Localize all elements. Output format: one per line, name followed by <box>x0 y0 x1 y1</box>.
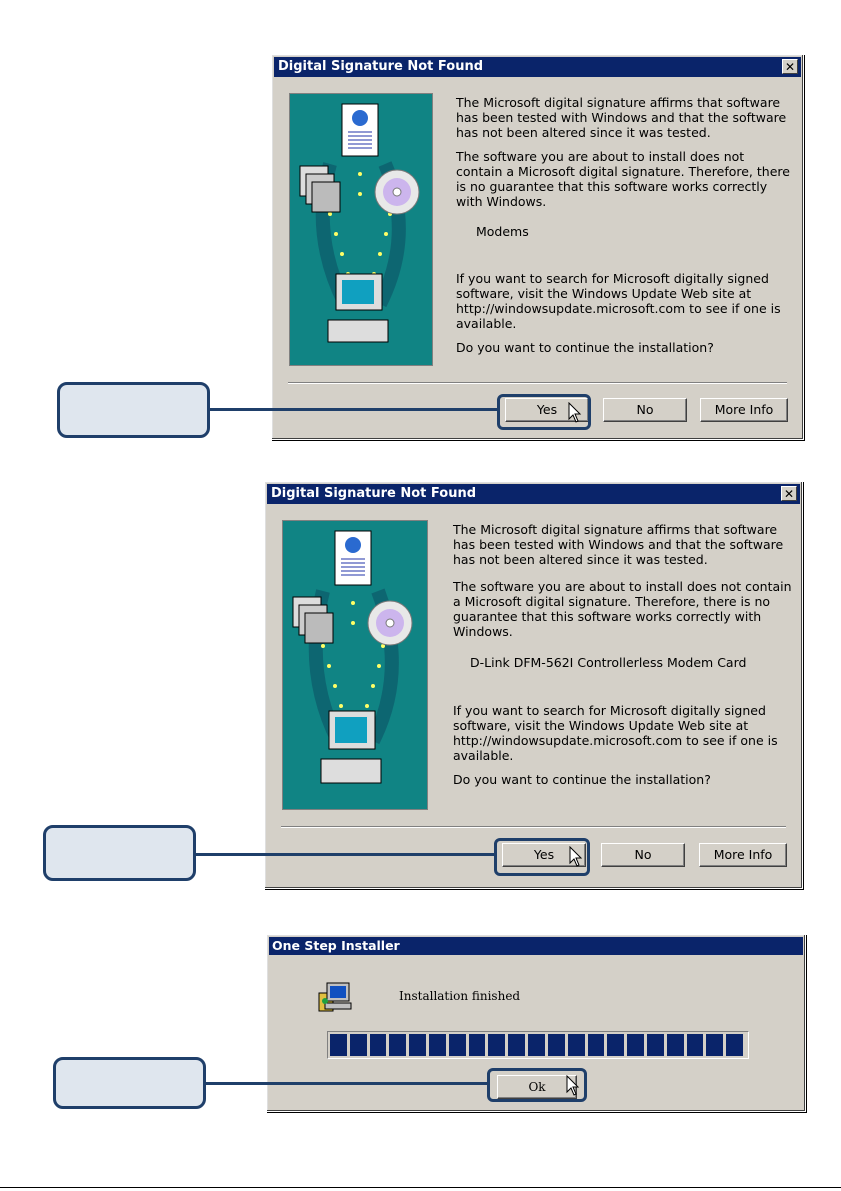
device-name: Modems <box>476 224 529 239</box>
progress-block <box>528 1034 545 1056</box>
dialog-message <box>456 95 794 355</box>
no-button[interactable]: No <box>603 398 687 422</box>
installer-title: One Step Installer <box>272 938 400 953</box>
progress-block <box>449 1034 466 1056</box>
yes-button[interactable]: Yes <box>502 843 586 867</box>
setup-computer-icon <box>317 979 353 1013</box>
message-para-1: The Microsoft digital signature affirms that software has been tested with Windows and that the software has not been altered since it was tested. <box>453 522 784 567</box>
progress-block <box>667 1034 684 1056</box>
callout-box <box>53 1057 206 1109</box>
status-text: Installation finished <box>399 989 521 1003</box>
installer-graphic-icon <box>282 520 428 810</box>
dialog-title: Digital Signature Not Found <box>271 486 477 501</box>
progress-block <box>627 1034 644 1056</box>
message-para-1: The Microsoft digital signature affirms that software has been tested with Windows and that the software has not been altered since it was tested. <box>456 95 787 140</box>
progress-block <box>647 1034 664 1056</box>
progress-block <box>350 1034 367 1056</box>
ok-button[interactable]: Ok <box>497 1075 577 1099</box>
installer-graphic-svg <box>283 521 428 810</box>
close-button[interactable]: ✕ <box>781 486 797 501</box>
progress-block <box>726 1034 743 1056</box>
progress-block <box>389 1034 406 1056</box>
progress-block <box>706 1034 723 1056</box>
signature-dialog-1 <box>271 54 804 440</box>
more-info-button[interactable]: More Info <box>699 843 787 867</box>
dialog-titlebar <box>274 57 801 77</box>
mouse-cursor-icon <box>568 402 584 424</box>
message-para-2: The software you are about to install does not contain a Microsoft digital signature. Therefore, there is no guarantee that this software works correctly with Windows. <box>453 579 792 639</box>
progress-block <box>687 1034 704 1056</box>
callout-connector <box>194 853 496 856</box>
installer-titlebar <box>269 937 803 955</box>
close-button[interactable]: ✕ <box>782 59 798 74</box>
device-name: D-Link DFM-562I Controllerless Modem Card <box>470 655 747 670</box>
more-info-button[interactable]: More Info <box>700 398 788 422</box>
mouse-cursor-icon <box>569 846 585 868</box>
yes-button[interactable]: Yes <box>505 398 589 422</box>
progress-block <box>548 1034 565 1056</box>
separator <box>281 826 786 828</box>
callout-connector <box>208 408 498 411</box>
progress-block <box>508 1034 525 1056</box>
message-para-3: If you want to search for Microsoft digitally signed software, visit the Windows Update Web site at http://windowsupdate.microsoft.com to see if one is available. <box>453 703 778 763</box>
progress-block <box>488 1034 505 1056</box>
progress-block <box>607 1034 624 1056</box>
message-para-2: The software you are about to install does not contain a Microsoft digital signature. Therefore, there is no guarantee that this software works correctly with Windows. <box>456 149 790 209</box>
page-bottom-rule <box>0 1187 841 1188</box>
progress-block <box>469 1034 486 1056</box>
separator <box>288 382 787 384</box>
progress-block <box>330 1034 347 1056</box>
message-para-3: If you want to search for Microsoft digitally signed software, visit the Windows Update Web site at http://windowsupdate.microsoft.com to see if one is available. <box>456 271 781 331</box>
callout-box <box>43 825 196 881</box>
callout-box <box>57 382 210 438</box>
installer-graphic-icon <box>289 93 433 366</box>
progress-block <box>568 1034 585 1056</box>
no-button[interactable]: No <box>601 843 685 867</box>
progress-block <box>370 1034 387 1056</box>
progress-block <box>588 1034 605 1056</box>
signature-dialog-2 <box>264 481 803 889</box>
dialog-title: Digital Signature Not Found <box>278 59 484 74</box>
dialog-titlebar <box>267 484 800 504</box>
dialog-message <box>453 522 793 787</box>
progress-block <box>409 1034 426 1056</box>
callout-connector <box>204 1082 489 1085</box>
progress-bar <box>327 1031 749 1059</box>
question-text: Do you want to continue the installation? <box>453 772 711 787</box>
mouse-cursor-icon <box>566 1075 582 1097</box>
installer-graphic-svg <box>290 94 433 366</box>
progress-block <box>429 1034 446 1056</box>
question-text: Do you want to continue the installation? <box>456 340 714 355</box>
